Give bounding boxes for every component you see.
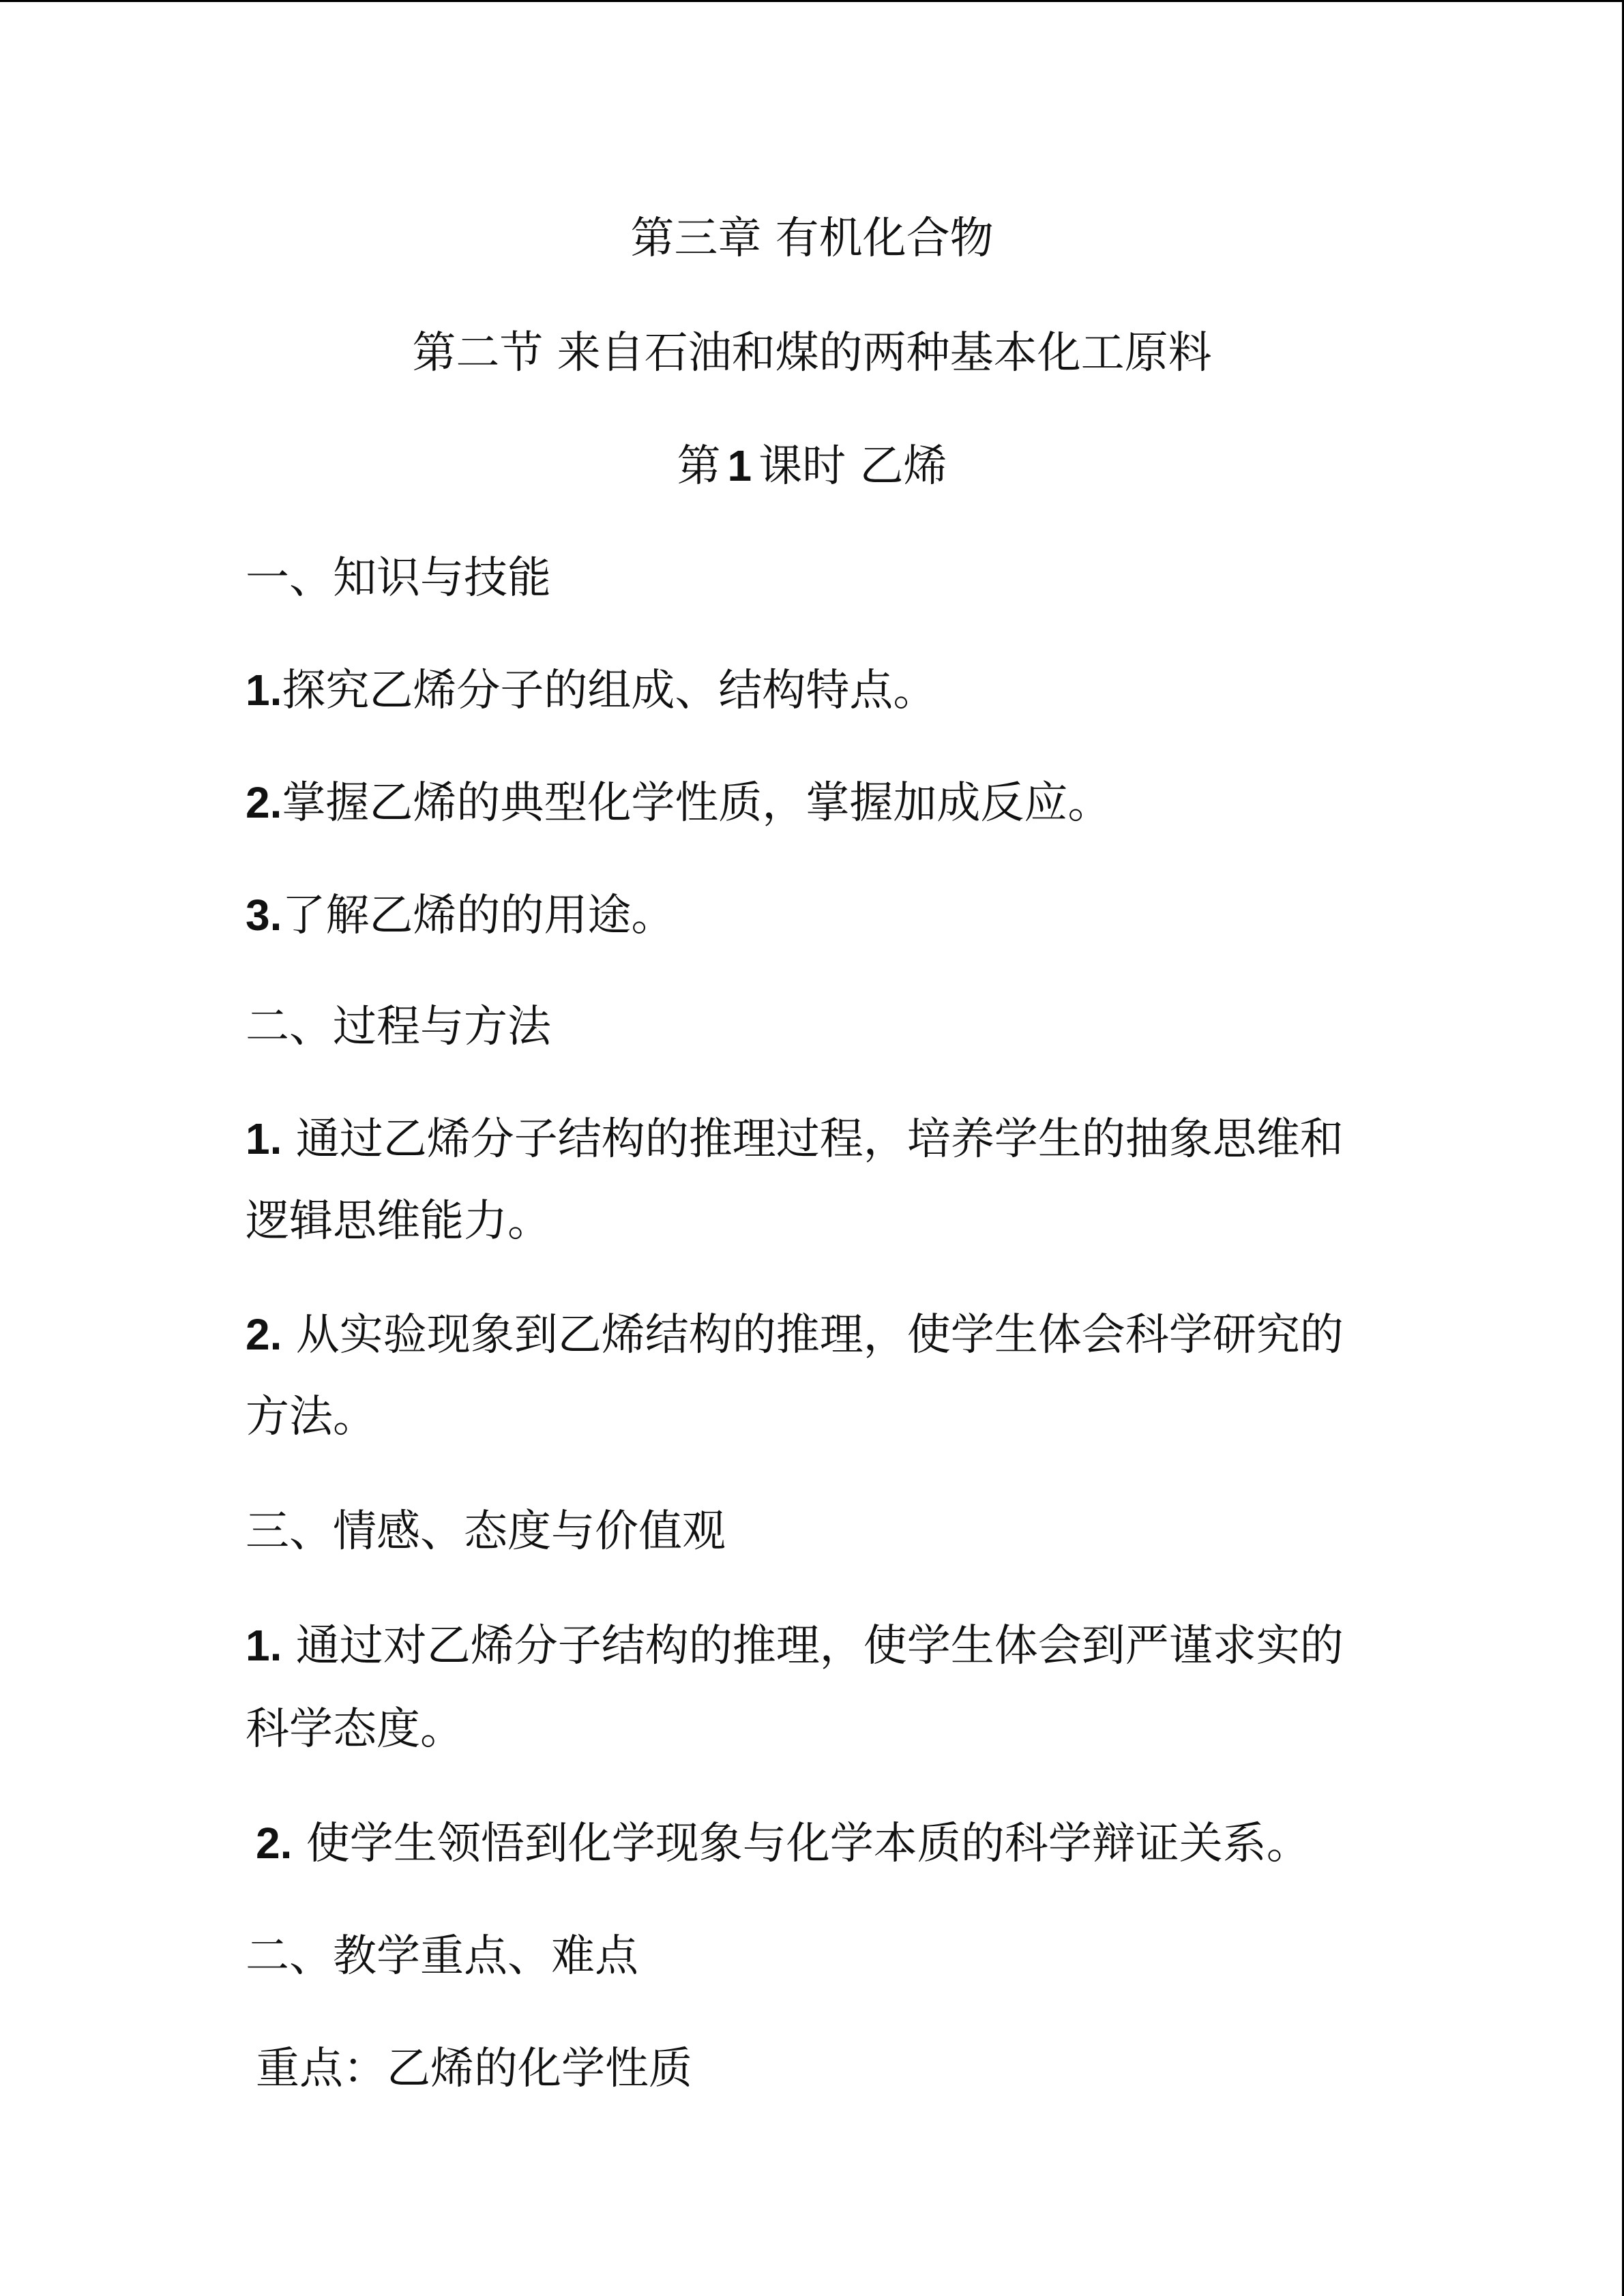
lesson-title-number: 1 xyxy=(727,441,752,490)
key-point-text: 重点：乙烯的化学性质 xyxy=(256,2044,692,2094)
item-text-line1: 从实验现象到乙烯结构的推理，使学生体会科学研究的 xyxy=(282,1310,1344,1360)
item-number: 2. xyxy=(246,778,282,827)
list-item xyxy=(246,1112,1344,1167)
section-heading-attitude: 三、情感、态度与价值观 xyxy=(246,1506,726,1557)
list-item xyxy=(246,1618,1344,1673)
list-item-continuation: 科学态度。 xyxy=(246,1704,464,1755)
lesson-title-suffix: 课时 乙烯 xyxy=(758,441,947,492)
list-item-continuation: 逻辑思维能力。 xyxy=(246,1196,551,1247)
item-text: 了解乙烯的的用途。 xyxy=(282,891,675,941)
list-item xyxy=(246,888,675,943)
item-number: 1. xyxy=(246,1621,282,1670)
item-number: 1. xyxy=(246,1114,282,1163)
section-heading-process: 二、过程与方法 xyxy=(246,1002,551,1052)
chapter-title: 第三章 有机化合物 xyxy=(630,213,994,264)
item-number: 2. xyxy=(246,1310,282,1359)
item-text-line1: 通过对乙烯分子结构的推理，使学生体会到严谨求实的 xyxy=(282,1621,1344,1671)
item-text: 使学生领悟到化学现象与化学本质的科学辩证关系。 xyxy=(292,1819,1310,1869)
item-text: 探究乙烯分子的组成、结构特点。 xyxy=(282,666,937,716)
list-item xyxy=(246,663,936,718)
section-title: 第二节 来自石油和煤的两种基本化工原料 xyxy=(412,328,1212,378)
section-heading-knowledge: 一、知识与技能 xyxy=(246,553,551,603)
list-item xyxy=(246,775,1111,831)
list-item xyxy=(256,1816,1310,1871)
lesson-title-prefix: 第 xyxy=(677,441,721,492)
item-number: 3. xyxy=(246,891,282,940)
top-border xyxy=(0,0,1624,2)
lesson-title xyxy=(0,438,1624,494)
list-item-continuation: 方法。 xyxy=(246,1392,377,1442)
section-heading-key-difficult: 二、教学重点、难点 xyxy=(246,1931,638,1982)
item-number: 2. xyxy=(256,1819,293,1868)
list-item xyxy=(246,1307,1344,1362)
item-text-line1: 通过乙烯分子结构的推理过程，培养学生的抽象思维和 xyxy=(282,1114,1344,1165)
item-number: 1. xyxy=(246,666,282,715)
item-text: 掌握乙烯的典型化学性质，掌握加成反应。 xyxy=(282,778,1112,829)
